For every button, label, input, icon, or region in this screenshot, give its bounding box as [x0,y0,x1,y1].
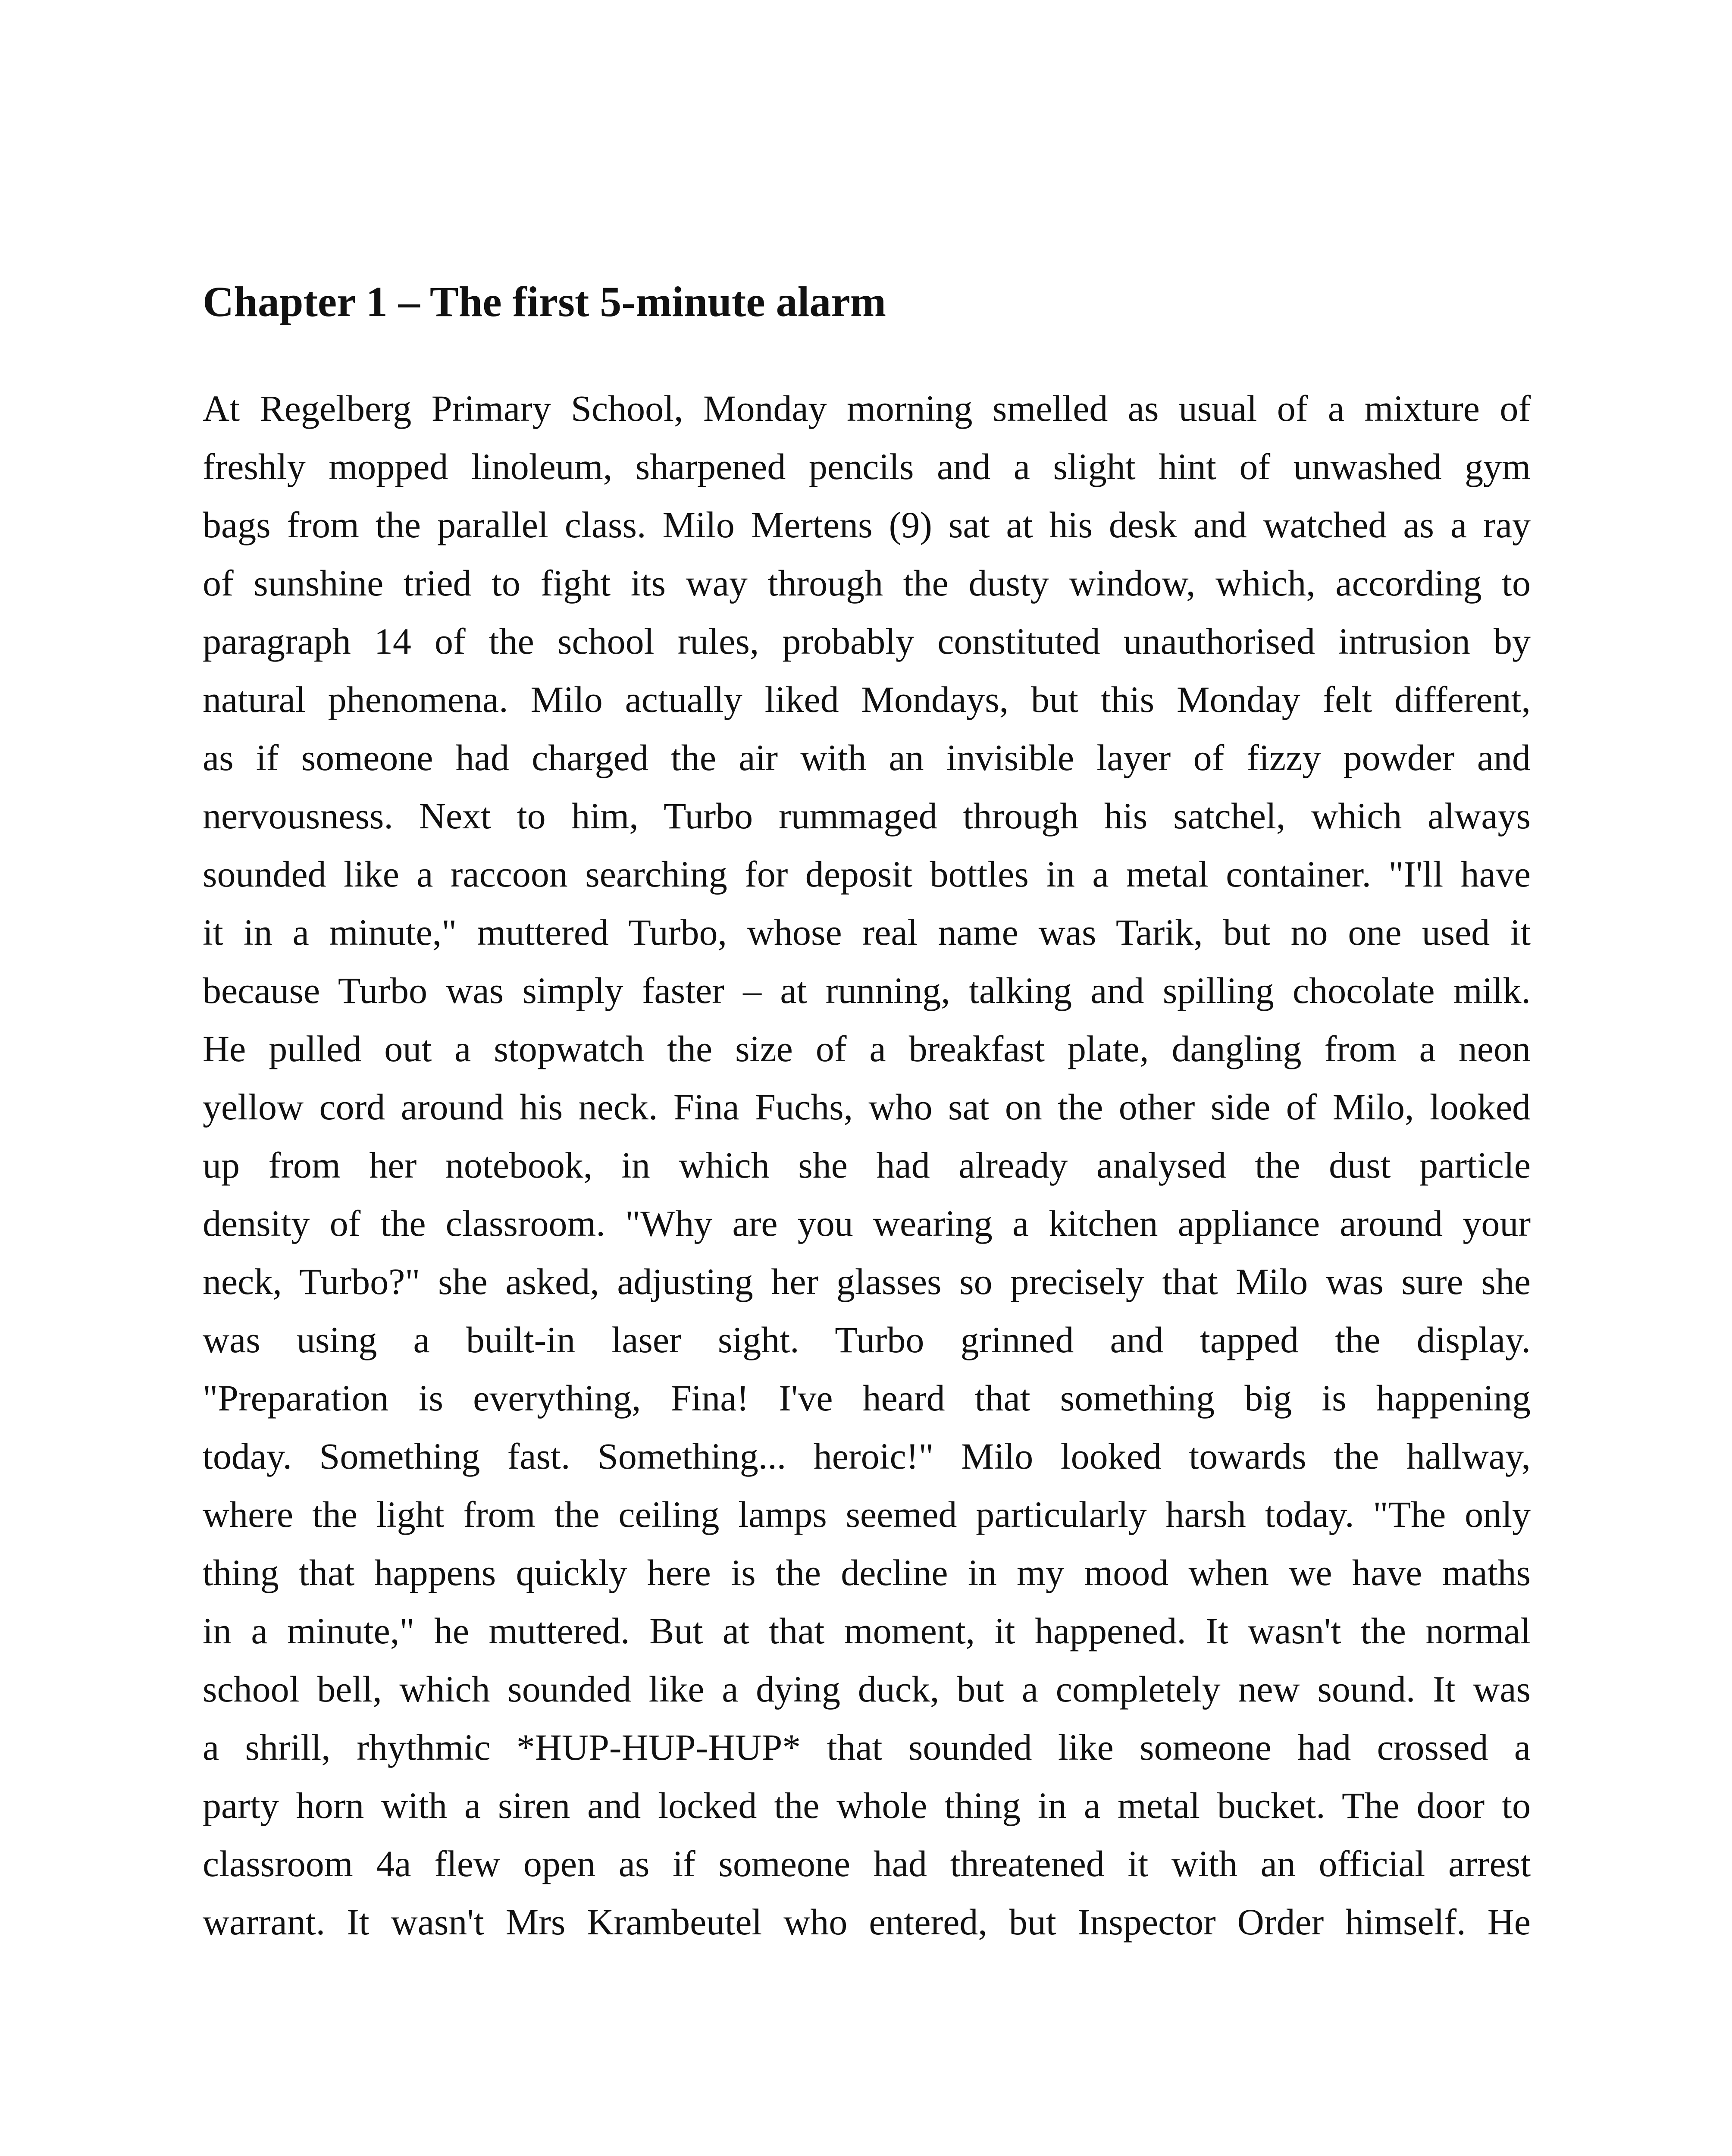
body-line: nervousness. Next to him, Turbo rummaged through his satchel, which always [203,795,1531,837]
body-line: natural phenomena. Milo actually liked Mondays, but this Monday felt different, [203,679,1531,720]
body-line: density of the classroom. "Why are you wearing a kitchen appliance around your [203,1203,1531,1244]
body-line: was using a built-in laser sight. Turbo grinned and tapped the display. [203,1319,1531,1360]
body-line: "Preparation is everything, Fina! I've heard that something big is happening [203,1377,1531,1419]
body-line: where the light from the ceiling lamps seemed particularly harsh today. "The only [203,1494,1531,1535]
body-line: it in a minute," muttered Turbo, whose real name was Tarik, but no one used it [203,912,1531,953]
body-line: classroom 4a flew open as if someone had threatened it with an official arrest [203,1843,1531,1884]
body-line: of sunshine tried to fight its way through the dusty window, which, according to [203,562,1531,604]
body-line: He pulled out a stopwatch the size of a breakfast plate, dangling from a neon [203,1028,1531,1069]
body-line: today. Something fast. Something... heroic!" Milo looked towards the hallway, [203,1435,1531,1477]
chapter-title: Chapter 1 – The first 5-minute alarm [203,278,886,326]
body-line: freshly mopped linoleum, sharpened pencils and a slight hint of unwashed gym [203,446,1531,487]
body-line: warrant. It wasn't Mrs Krambeutel who entered, but Inspector Order himself. He [203,1901,1531,1943]
chapter-body [203,379,1531,1951]
body-line: thing that happens quickly here is the decline in my mood when we have maths [203,1552,1531,1593]
body-line: because Turbo was simply faster – at running, talking and spilling chocolate milk. [203,970,1531,1011]
body-line: school bell, which sounded like a dying duck, but a completely new sound. It was [203,1668,1531,1710]
body-line: paragraph 14 of the school rules, probably constituted unauthorised intrusion by [203,620,1531,662]
body-line: a shrill, rhythmic *HUP-HUP-HUP* that sounded like someone had crossed a [203,1727,1531,1768]
body-line: At Regelberg Primary School, Monday morning smelled as usual of a mixture of [203,388,1531,429]
body-line: neck, Turbo?" she asked, adjusting her glasses so precisely that Milo was sure she [203,1261,1531,1302]
body-line: yellow cord around his neck. Fina Fuchs, who sat on the other side of Milo, looked [203,1086,1531,1128]
body-line: bags from the parallel class. Milo Mertens (9) sat at his desk and watched as a ray [203,504,1531,545]
body-line: up from her notebook, in which she had already analysed the dust particle [203,1144,1531,1186]
body-line: as if someone had charged the air with an invisible layer of fizzy powder and [203,737,1531,778]
body-line: party horn with a siren and locked the whole thing in a metal bucket. The door to [203,1785,1531,1826]
body-line: in a minute," he muttered. But at that moment, it happened. It wasn't the normal [203,1610,1531,1651]
body-line: sounded like a raccoon searching for deposit bottles in a metal container. "I'll have [203,853,1531,895]
